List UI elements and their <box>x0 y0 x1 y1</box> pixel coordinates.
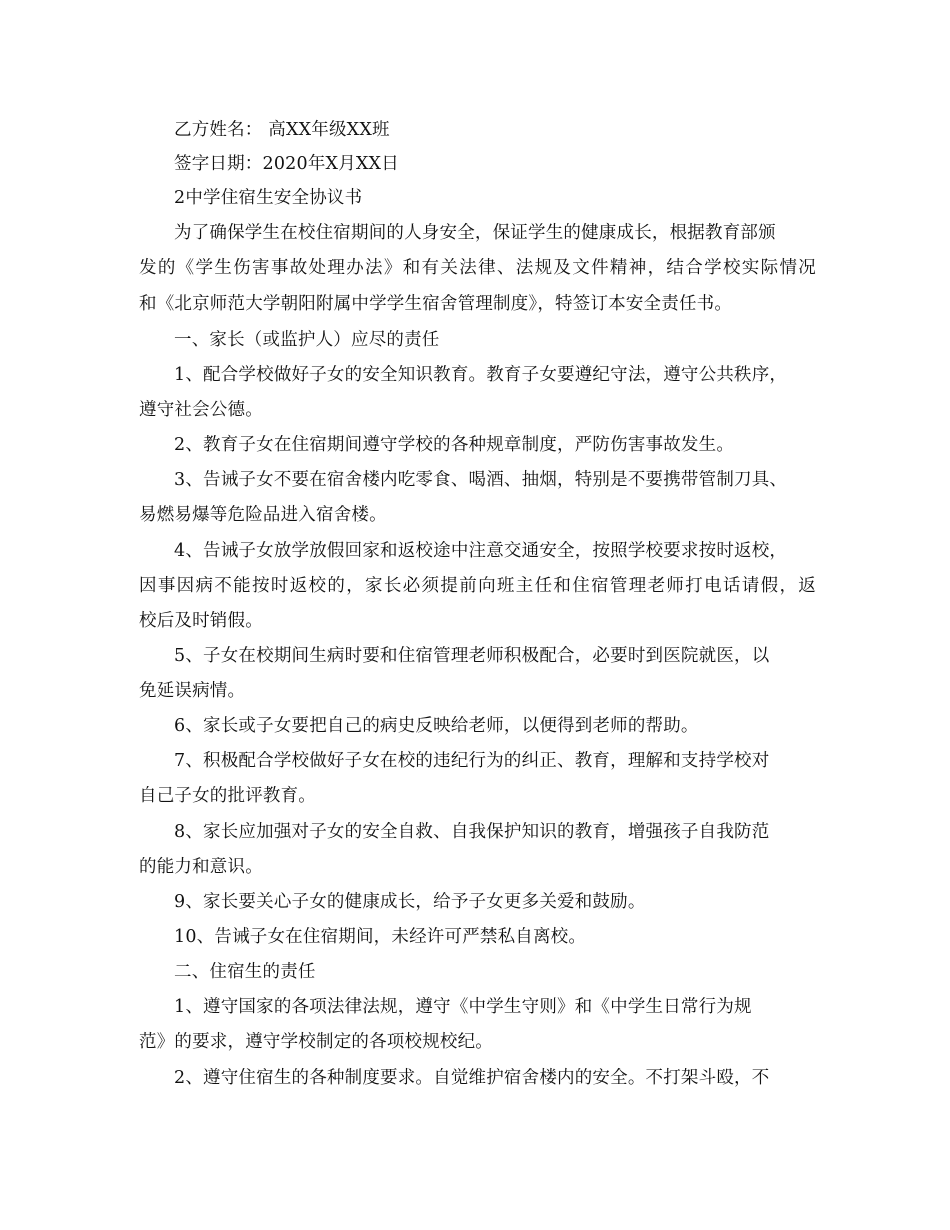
intro-paragraph-line: 发的《学生伤害事故处理办法》和有关法律、法规及文件精神，结合学校实际情况 <box>139 258 816 278</box>
list-item-continuation: 范》的要求，遵守学校制定的各项校规校纪。 <box>139 1032 493 1052</box>
list-item-continuation: 免延误病情。 <box>139 681 246 701</box>
list-item-continuation: 因事因病不能按时返校的，家长必须提前向班主任和住宿管理老师打电话请假，返 <box>139 576 816 596</box>
list-item: 1、遵守国家的各项法律法规，遵守《中学生守则》和《中学生日常行为规 <box>174 997 752 1017</box>
sign-date: 签字日期：2020年X月XX日 <box>174 154 399 174</box>
section-title: 一、家长（或监护人）应尽的责任 <box>174 330 440 350</box>
list-item: 7、积极配合学校做好子女在校的违纪行为的纠正、教育，理解和支持学校对 <box>174 751 770 771</box>
list-item: 8、家长应加强对子女的安全自救、自我保护知识的教育，增强孩子自我防范 <box>174 822 770 842</box>
intro-paragraph-line: 为了确保学生在校住宿期间的人身安全，保证学生的健康成长，根据教育部颁 <box>174 223 776 243</box>
list-item: 4、告诫子女放学放假回家和返校途中注意交通安全，按照学校要求按时返校， <box>174 541 788 561</box>
list-item: 2、遵守住宿生的各种制度要求。自觉维护宿舍楼内的安全。不打架斗殴，不 <box>174 1068 770 1088</box>
list-item: 5、子女在校期间生病时要和住宿管理老师积极配合，必要时到医院就医，以 <box>174 646 770 666</box>
list-item-continuation: 自己子女的批评教育。 <box>139 786 316 806</box>
document-heading: 2中学住宿生安全协议书 <box>174 188 363 208</box>
list-item: 10、告诫子女在住宿期间，未经许可严禁私自离校。 <box>174 927 587 947</box>
list-item: 3、告诫子女不要在宿舍楼内吃零食、喝酒、抽烟，特别是不要携带管制刀具、 <box>174 470 788 490</box>
section-title: 二、住宿生的责任 <box>174 962 316 982</box>
list-item: 1、配合学校做好子女的安全知识教育。教育子女要遵纪守法，遵守公共秩序， <box>174 365 788 385</box>
list-item-continuation: 易燃易爆等危险品进入宿舍楼。 <box>139 505 387 525</box>
list-item: 6、家长或子女要把自己的病史反映给老师，以便得到老师的帮助。 <box>174 716 699 736</box>
list-item-continuation: 的能力和意识。 <box>139 857 263 877</box>
list-item: 2、教育子女在住宿期间遵守学校的各种规章制度，严防伤害事故发生。 <box>174 435 735 455</box>
list-item: 9、家长要关心子女的健康成长，给予子女更多关爱和鼓励。 <box>174 892 646 912</box>
party-b-name: 乙方姓名： 高XX年级XX班 <box>174 120 390 140</box>
list-item-continuation: 遵守社会公德。 <box>139 400 263 420</box>
list-item-continuation: 校后及时销假。 <box>139 611 263 631</box>
intro-paragraph-line: 和《北京师范大学朝阳附属中学学生宿舍管理制度》，特签订本安全责任书。 <box>139 294 733 314</box>
